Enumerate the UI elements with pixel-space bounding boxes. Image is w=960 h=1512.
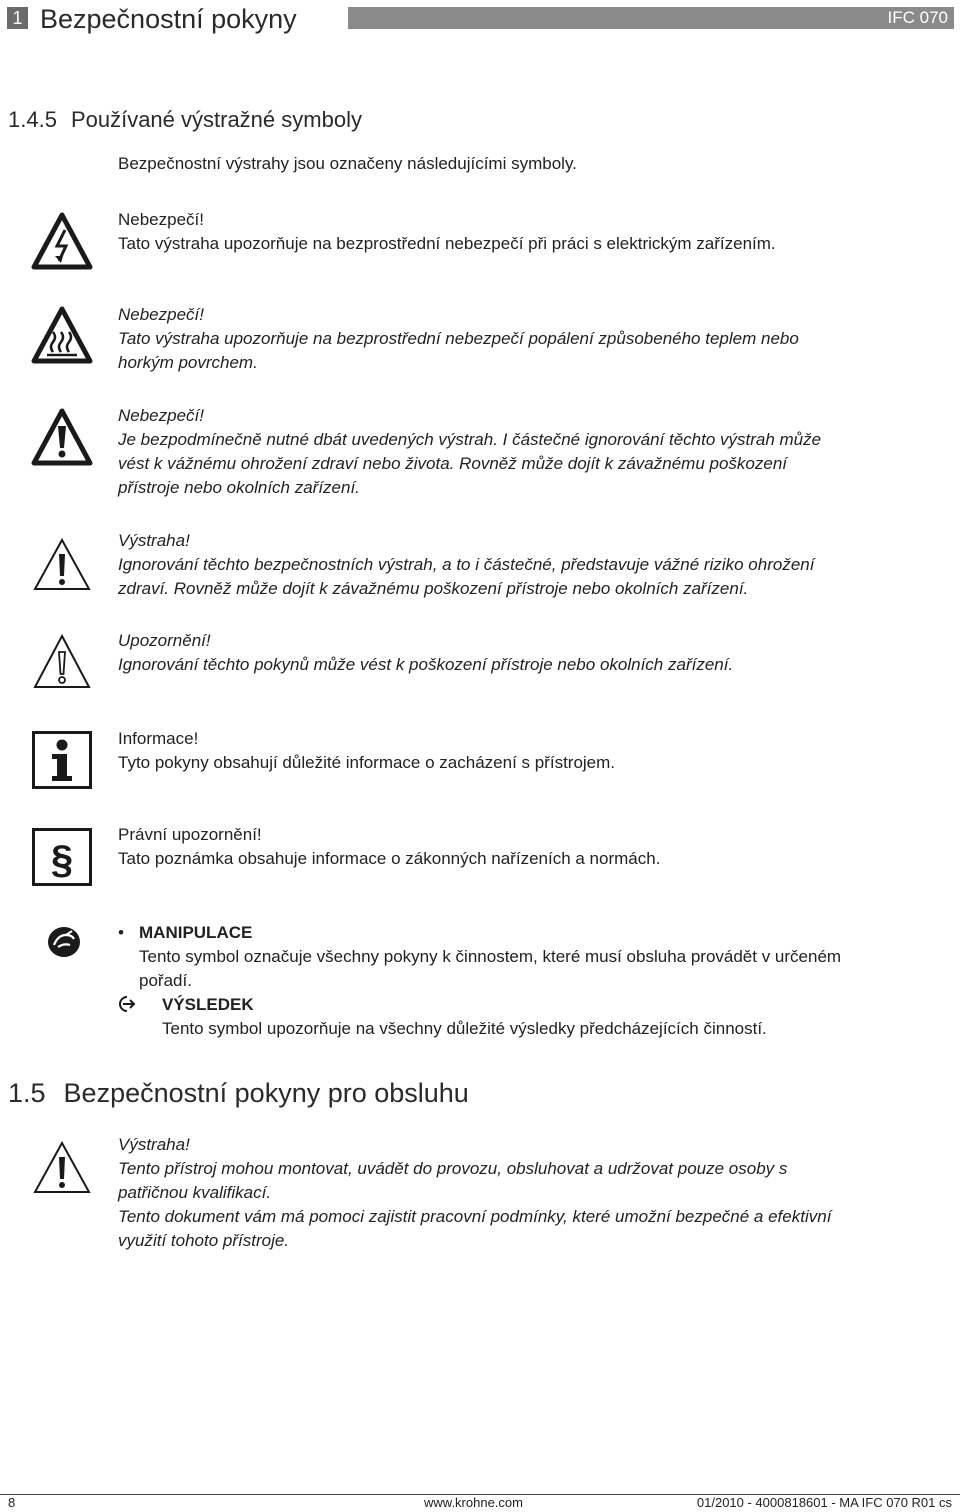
handling-text-line: pořadí. <box>139 971 192 990</box>
warning-label: Výstraha! <box>118 1135 190 1154</box>
footer-doc-id: 01/2010 - 4000818601 - MA IFC 070 R01 cs <box>696 1495 952 1510</box>
section-number: 1.5 <box>8 1078 46 1108</box>
svg-text:§: § <box>50 838 74 882</box>
warning-text-line: přístroje nebo okolních zařízení. <box>118 478 360 497</box>
warning-text-line: horkým povrchem. <box>118 353 258 372</box>
warning-exclamation-icon <box>31 536 93 592</box>
operator-warning <box>118 1133 831 1253</box>
result-block <box>162 993 767 1041</box>
warning-text-line: využití tohoto přístroje. <box>118 1231 290 1250</box>
chapter-title: Bezpečnostní pokyny <box>40 4 297 34</box>
hot-surface-icon <box>31 306 93 364</box>
result-text: Tento symbol upozorňuje na všechny důležité výsledky předcházejících činností. <box>162 1019 767 1038</box>
note-label: Právní upozornění! <box>118 825 262 844</box>
warning-label: Upozornění! <box>118 631 211 650</box>
warning-label: Nebezpečí! <box>118 406 204 425</box>
warning-text-line: Ignorování těchto bezpečnostních výstrah, a to i částečné, představuje vážné riziko ohrožení <box>118 555 815 574</box>
warning-electric <box>118 208 776 256</box>
warning-text-line: Tento dokument vám má pomoci zajistit pracovní podmínky, které umožní bezpečné a efektivní <box>118 1207 832 1226</box>
section-number: 1.4.5 <box>8 107 57 132</box>
handling-instruction <box>139 921 841 993</box>
section-heading-1-4-5 <box>8 106 362 134</box>
note-label: Informace! <box>118 729 199 748</box>
warning-warning <box>118 529 814 601</box>
warning-text-line: Je bezpodmínečně nutné dbát uvedených výstrah. I částečné ignorování těchto výstrah může <box>118 430 822 449</box>
warning-exclamation-icon <box>31 1139 93 1195</box>
warning-text-line: patřičnou kvalifikací. <box>118 1183 272 1202</box>
information-icon <box>32 731 92 789</box>
note-information <box>118 727 615 775</box>
note-legal <box>118 823 660 871</box>
section-title: Bezpečnostní pokyny pro obsluhu <box>63 1078 469 1108</box>
result-arrow-icon <box>118 993 136 1017</box>
warning-danger <box>118 404 821 500</box>
warning-text-line: vést k vážnému ohrožení zdraví nebo života. Rovněž může dojít k závažnému poškození <box>118 454 788 473</box>
warning-text-line: Tato výstraha upozorňuje na bezprostřední nebezpečí popálení způsobeného teplem nebo <box>118 329 799 348</box>
warning-text-line: zdraví. Rovněž může dojít k závažnému poškození přístroje nebo okolních zařízení. <box>118 579 749 598</box>
bullet-dot: • <box>118 923 124 942</box>
legal-paragraph-icon <box>32 828 92 886</box>
page-number: 8 <box>8 1495 16 1510</box>
warning-label: Nebezpečí! <box>118 210 204 229</box>
chapter-number-box: 1 <box>7 7 28 29</box>
warning-label: Nebezpečí! <box>118 305 204 324</box>
warning-label: Výstraha! <box>118 531 190 550</box>
product-code: IFC 070 <box>887 8 948 27</box>
warning-caution <box>118 629 733 677</box>
section-title: Používané výstražné symboly <box>70 107 362 132</box>
hand-handling-icon <box>46 925 82 959</box>
result-title: VÝSLEDEK <box>162 995 254 1014</box>
footer-url: www.krohne.com <box>424 1495 523 1510</box>
note-text: Tyto pokyny obsahují důležité informace o zacházení s přístrojem. <box>118 753 616 772</box>
handling-title: MANIPULACE <box>139 923 253 942</box>
section-heading-1-5 <box>8 1076 469 1110</box>
caution-exclamation-icon <box>31 632 93 690</box>
warning-text: Tato výstraha upozorňuje na bezprostřední nebezpečí při práci s elektrickým zařízením. <box>118 234 776 253</box>
note-text: Tato poznámka obsahuje informace o zákonných nařízeních a normách. <box>118 849 661 868</box>
handling-text-line: Tento symbol označuje všechny pokyny k činnostem, které musí obsluha provádět v určeném <box>139 947 842 966</box>
warning-hot-surface <box>118 303 799 375</box>
warning-text: Ignorování těchto pokynů může vést k poškození přístroje nebo okolních zařízení. <box>118 655 734 674</box>
electric-hazard-icon <box>31 212 93 270</box>
header-bar <box>348 7 954 29</box>
danger-exclamation-icon <box>31 408 93 466</box>
warning-text-line: Tento přístroj mohou montovat, uvádět do provozu, obsluhovat a udržovat pouze osoby s <box>118 1159 788 1178</box>
section-intro: Bezpečnostní výstrahy jsou označeny následujícími symboly. <box>118 154 577 173</box>
